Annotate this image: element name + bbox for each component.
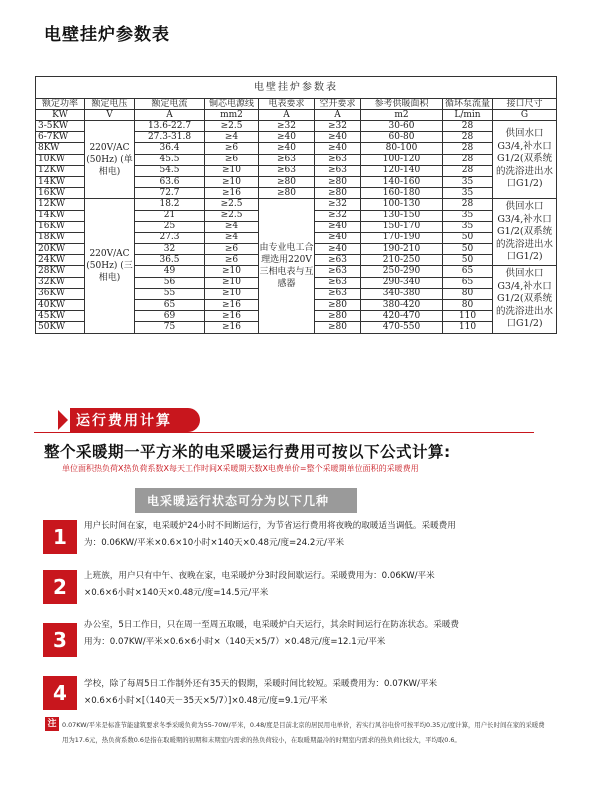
pump-flow-cell: 50 [443, 244, 493, 255]
wire-cell: ≥16 [205, 188, 259, 199]
wire-cell: ≥10 [205, 176, 259, 187]
area-cell: 120-140 [361, 165, 443, 176]
area-cell: 340-380 [361, 288, 443, 299]
breaker-cell: ≥32 [315, 199, 361, 210]
wire-cell: ≥6 [205, 255, 259, 266]
breaker-cell: ≥80 [315, 300, 361, 311]
power-cell: 45KW [36, 311, 85, 322]
column-unit: V [85, 110, 135, 121]
meter-cell: ≥80 [259, 176, 315, 187]
spec-table [35, 76, 557, 334]
pump-flow-cell: 110 [443, 311, 493, 322]
area-cell: 170-190 [361, 232, 443, 243]
breaker-cell: ≥63 [315, 266, 361, 277]
wire-cell: ≥10 [205, 165, 259, 176]
current-cell: 56 [135, 277, 205, 288]
wire-cell: ≥4 [205, 132, 259, 143]
area-cell: 150-170 [361, 221, 443, 232]
breaker-cell: ≥63 [315, 165, 361, 176]
area-cell: 190-210 [361, 244, 443, 255]
breaker-cell: ≥40 [315, 232, 361, 243]
column-header: 铜芯电源线 [205, 99, 259, 110]
column-unit: A [315, 110, 361, 121]
power-cell: 3-5KW [36, 121, 85, 132]
column-unit: mm2 [205, 110, 259, 121]
breaker-cell: ≥40 [315, 143, 361, 154]
meter-cell: ≥63 [259, 154, 315, 165]
current-cell: 36.4 [135, 143, 205, 154]
current-cell: 27.3 [135, 232, 205, 243]
wire-cell: ≥2.5 [205, 210, 259, 221]
wire-cell: ≥6 [205, 143, 259, 154]
power-cell: 12KW [36, 199, 85, 210]
case-number-badge: 3 [43, 623, 77, 657]
states-title: 电采暖运行状态可分为以下几种 [147, 494, 330, 508]
column-unit: m2 [361, 110, 443, 121]
formula-text: 单位面积热负荷X热负荷系数X每天工作时间X采暖期天数X电费单价=整个采暖期单位面积的采暖费用 [62, 464, 419, 473]
interface-cell: 供回水口G3/4,补水口G1/2(双系统的洗浴进出水口G1/2) [493, 266, 557, 333]
area-cell: 420-470 [361, 311, 443, 322]
area-cell: 30-60 [361, 121, 443, 132]
case-number-badge: 2 [43, 570, 77, 604]
area-cell: 140-160 [361, 176, 443, 187]
breaker-cell: ≥40 [315, 221, 361, 232]
pump-flow-cell: 28 [443, 121, 493, 132]
pump-flow-cell: 28 [443, 143, 493, 154]
power-cell: 10KW [36, 154, 85, 165]
case-text: 学校，除了每周5日工作制外还有35天的假期，采暖时间比较短。采暖费用为：0.07KW/平米×0.6×6小时×[（140天－35天×5/7）]×0.48元/度=9.1元/平米 [84, 679, 438, 706]
column-unit: G [493, 110, 557, 121]
current-cell: 65 [135, 300, 205, 311]
area-cell: 80-100 [361, 143, 443, 154]
current-cell: 13.6-22.7 [135, 121, 205, 132]
current-cell: 72.7 [135, 188, 205, 199]
pump-flow-cell: 28 [443, 132, 493, 143]
meter-cell: ≥32 [259, 121, 315, 132]
wire-cell: ≥16 [205, 322, 259, 333]
breaker-cell: ≥63 [315, 288, 361, 299]
note-text: 0.07KW/平米是标准节能建筑要求冬季采暖负荷为55-70W/平米，0.48/度是目前北京的居民用电单价，若实行风谷电价可按平均0.35元/度计算，用户长时间在家的采暖费用为17.6元，热负荷系数0.6是指在取暖期的初期和末期室内需求的热负荷较小，在取暖期最冷的时期室内需求的热负荷比较大，平均取0.6。 [62, 721, 545, 744]
column-header: 循环泵流量 [443, 99, 493, 110]
pump-flow-cell: 35 [443, 221, 493, 232]
column-header: 空开要求 [315, 99, 361, 110]
column-unit: KW [36, 110, 85, 121]
current-cell: 18.2 [135, 199, 205, 210]
wire-cell: ≥2.5 [205, 199, 259, 210]
power-cell: 14KW [36, 176, 85, 187]
wire-cell: ≥6 [205, 154, 259, 165]
formula-title: 整个采暖期一平方米的电采暖运行费用可按以下公式计算: [44, 443, 451, 461]
interface-cell: 供回水口G3/4,补水口G1/2(双系统的洗浴进出水口G1/2) [493, 199, 557, 266]
pump-flow-cell: 35 [443, 188, 493, 199]
column-unit: L/min [443, 110, 493, 121]
current-cell: 25 [135, 221, 205, 232]
wire-cell: ≥16 [205, 300, 259, 311]
current-cell: 32 [135, 244, 205, 255]
breaker-cell: ≥40 [315, 132, 361, 143]
meter-cell: ≥80 [259, 188, 315, 199]
case-text: 办公室，5日工作日，只在周一至周五取暖，电采暖炉白天运行，其余时间运行在防冻状态。采暖费用为：0.07KW/平米×0.6×6小时×（140天×5/7）×0.48元/度=12.1元/平米 [84, 620, 460, 647]
pump-flow-cell: 65 [443, 266, 493, 277]
wire-cell: ≥6 [205, 244, 259, 255]
wire-cell: ≥16 [205, 311, 259, 322]
area-cell: 210-250 [361, 255, 443, 266]
area-cell: 60-80 [361, 132, 443, 143]
breaker-cell: ≥32 [315, 121, 361, 132]
power-cell: 16KW [36, 221, 85, 232]
current-cell: 49 [135, 266, 205, 277]
wire-cell: ≥10 [205, 277, 259, 288]
area-cell: 100-130 [361, 199, 443, 210]
current-cell: 45.5 [135, 154, 205, 165]
power-cell: 20KW [36, 244, 85, 255]
wire-cell: ≥4 [205, 232, 259, 243]
power-cell: 32KW [36, 277, 85, 288]
power-cell: 8KW [36, 143, 85, 154]
case-text: 用户长时间在家，电采暖炉24小时不间断运行，为节省运行费用将夜晚的取暖适当调低。采暖费用为：0.06KW/平米×0.6×10小时×140天×0.48元/度=24.2元/平米 [84, 521, 456, 548]
power-cell: 6-7KW [36, 132, 85, 143]
meter-cell: ≥40 [259, 143, 315, 154]
pump-flow-cell: 50 [443, 232, 493, 243]
column-header: 额定电流 [135, 99, 205, 110]
area-cell: 290-340 [361, 277, 443, 288]
voltage-cell: 220V/AC (50Hz) (三相电) [85, 199, 135, 333]
pump-flow-cell: 80 [443, 300, 493, 311]
current-cell: 54.5 [135, 165, 205, 176]
power-cell: 28KW [36, 266, 85, 277]
breaker-cell: ≥63 [315, 255, 361, 266]
column-header: 电表要求 [259, 99, 315, 110]
power-cell: 36KW [36, 288, 85, 299]
wire-cell: ≥2.5 [205, 121, 259, 132]
page-title: 电壁挂炉参数表 [44, 25, 170, 45]
case-number-badge: 4 [43, 676, 77, 710]
power-cell: 50KW [36, 322, 85, 333]
breaker-cell: ≥63 [315, 154, 361, 165]
voltage-cell: 220V/AC (50Hz) (单相电) [85, 121, 135, 199]
wire-cell: ≥4 [205, 221, 259, 232]
current-cell: 75 [135, 322, 205, 333]
area-cell: 470-550 [361, 322, 443, 333]
area-cell: 380-420 [361, 300, 443, 311]
breaker-cell: ≥40 [315, 244, 361, 255]
table-row [36, 199, 557, 210]
column-unit: A [135, 110, 205, 121]
power-cell: 14KW [36, 210, 85, 221]
current-cell: 69 [135, 311, 205, 322]
section-divider [34, 432, 534, 433]
column-header: 接口尺寸 [493, 99, 557, 110]
section-title: 运行费用计算 [76, 413, 172, 429]
pump-flow-cell: 28 [443, 199, 493, 210]
breaker-cell: ≥80 [315, 176, 361, 187]
area-cell: 160-180 [361, 188, 443, 199]
breaker-cell: ≥80 [315, 322, 361, 333]
current-cell: 36.5 [135, 255, 205, 266]
area-cell: 100-120 [361, 154, 443, 165]
wire-cell: ≥10 [205, 266, 259, 277]
interface-cell: 供回水口G3/4,补水口G1/2(双系统的洗浴进出水口G1/2) [493, 121, 557, 199]
power-cell: 12KW [36, 165, 85, 176]
current-cell: 27.3-31.8 [135, 132, 205, 143]
wire-cell: ≥10 [205, 288, 259, 299]
column-header: 额定功率 [36, 99, 85, 110]
note-label: 注 [45, 717, 59, 731]
pump-flow-cell: 110 [443, 322, 493, 333]
pump-flow-cell: 28 [443, 154, 493, 165]
power-cell: 16KW [36, 188, 85, 199]
power-cell: 18KW [36, 232, 85, 243]
area-cell: 250-290 [361, 266, 443, 277]
current-cell: 63.6 [135, 176, 205, 187]
power-cell: 40KW [36, 300, 85, 311]
meter-cell: 由专业电工合理选用220V三相电表与互感器 [259, 199, 315, 333]
pump-flow-cell: 35 [443, 176, 493, 187]
pump-flow-cell: 50 [443, 255, 493, 266]
breaker-cell: ≥80 [315, 188, 361, 199]
pump-flow-cell: 28 [443, 165, 493, 176]
meter-cell: ≥40 [259, 132, 315, 143]
column-unit: A [259, 110, 315, 121]
section-arrow-icon [58, 410, 68, 430]
current-cell: 55 [135, 288, 205, 299]
spec-table-container [35, 76, 556, 334]
area-cell: 130-150 [361, 210, 443, 221]
pump-flow-cell: 35 [443, 210, 493, 221]
column-header: 额定电压 [85, 99, 135, 110]
table-caption: 电壁挂炉参数表 [36, 77, 557, 99]
power-cell: 24KW [36, 255, 85, 266]
breaker-cell: ≥80 [315, 311, 361, 322]
breaker-cell: ≥32 [315, 210, 361, 221]
pump-flow-cell: 80 [443, 288, 493, 299]
table-row [36, 121, 557, 132]
column-header: 参考供暖面积 [361, 99, 443, 110]
current-cell: 21 [135, 210, 205, 221]
breaker-cell: ≥63 [315, 277, 361, 288]
pump-flow-cell: 65 [443, 277, 493, 288]
case-number-badge: 1 [43, 520, 77, 554]
meter-cell: ≥63 [259, 165, 315, 176]
case-text: 上班族，用户只有中午、夜晚在家，电采暖炉分3时段间歇运行。采暖费用为：0.06KW/平米×0.6×6小时×140天×0.48元/度=14.5元/平米 [84, 571, 435, 598]
